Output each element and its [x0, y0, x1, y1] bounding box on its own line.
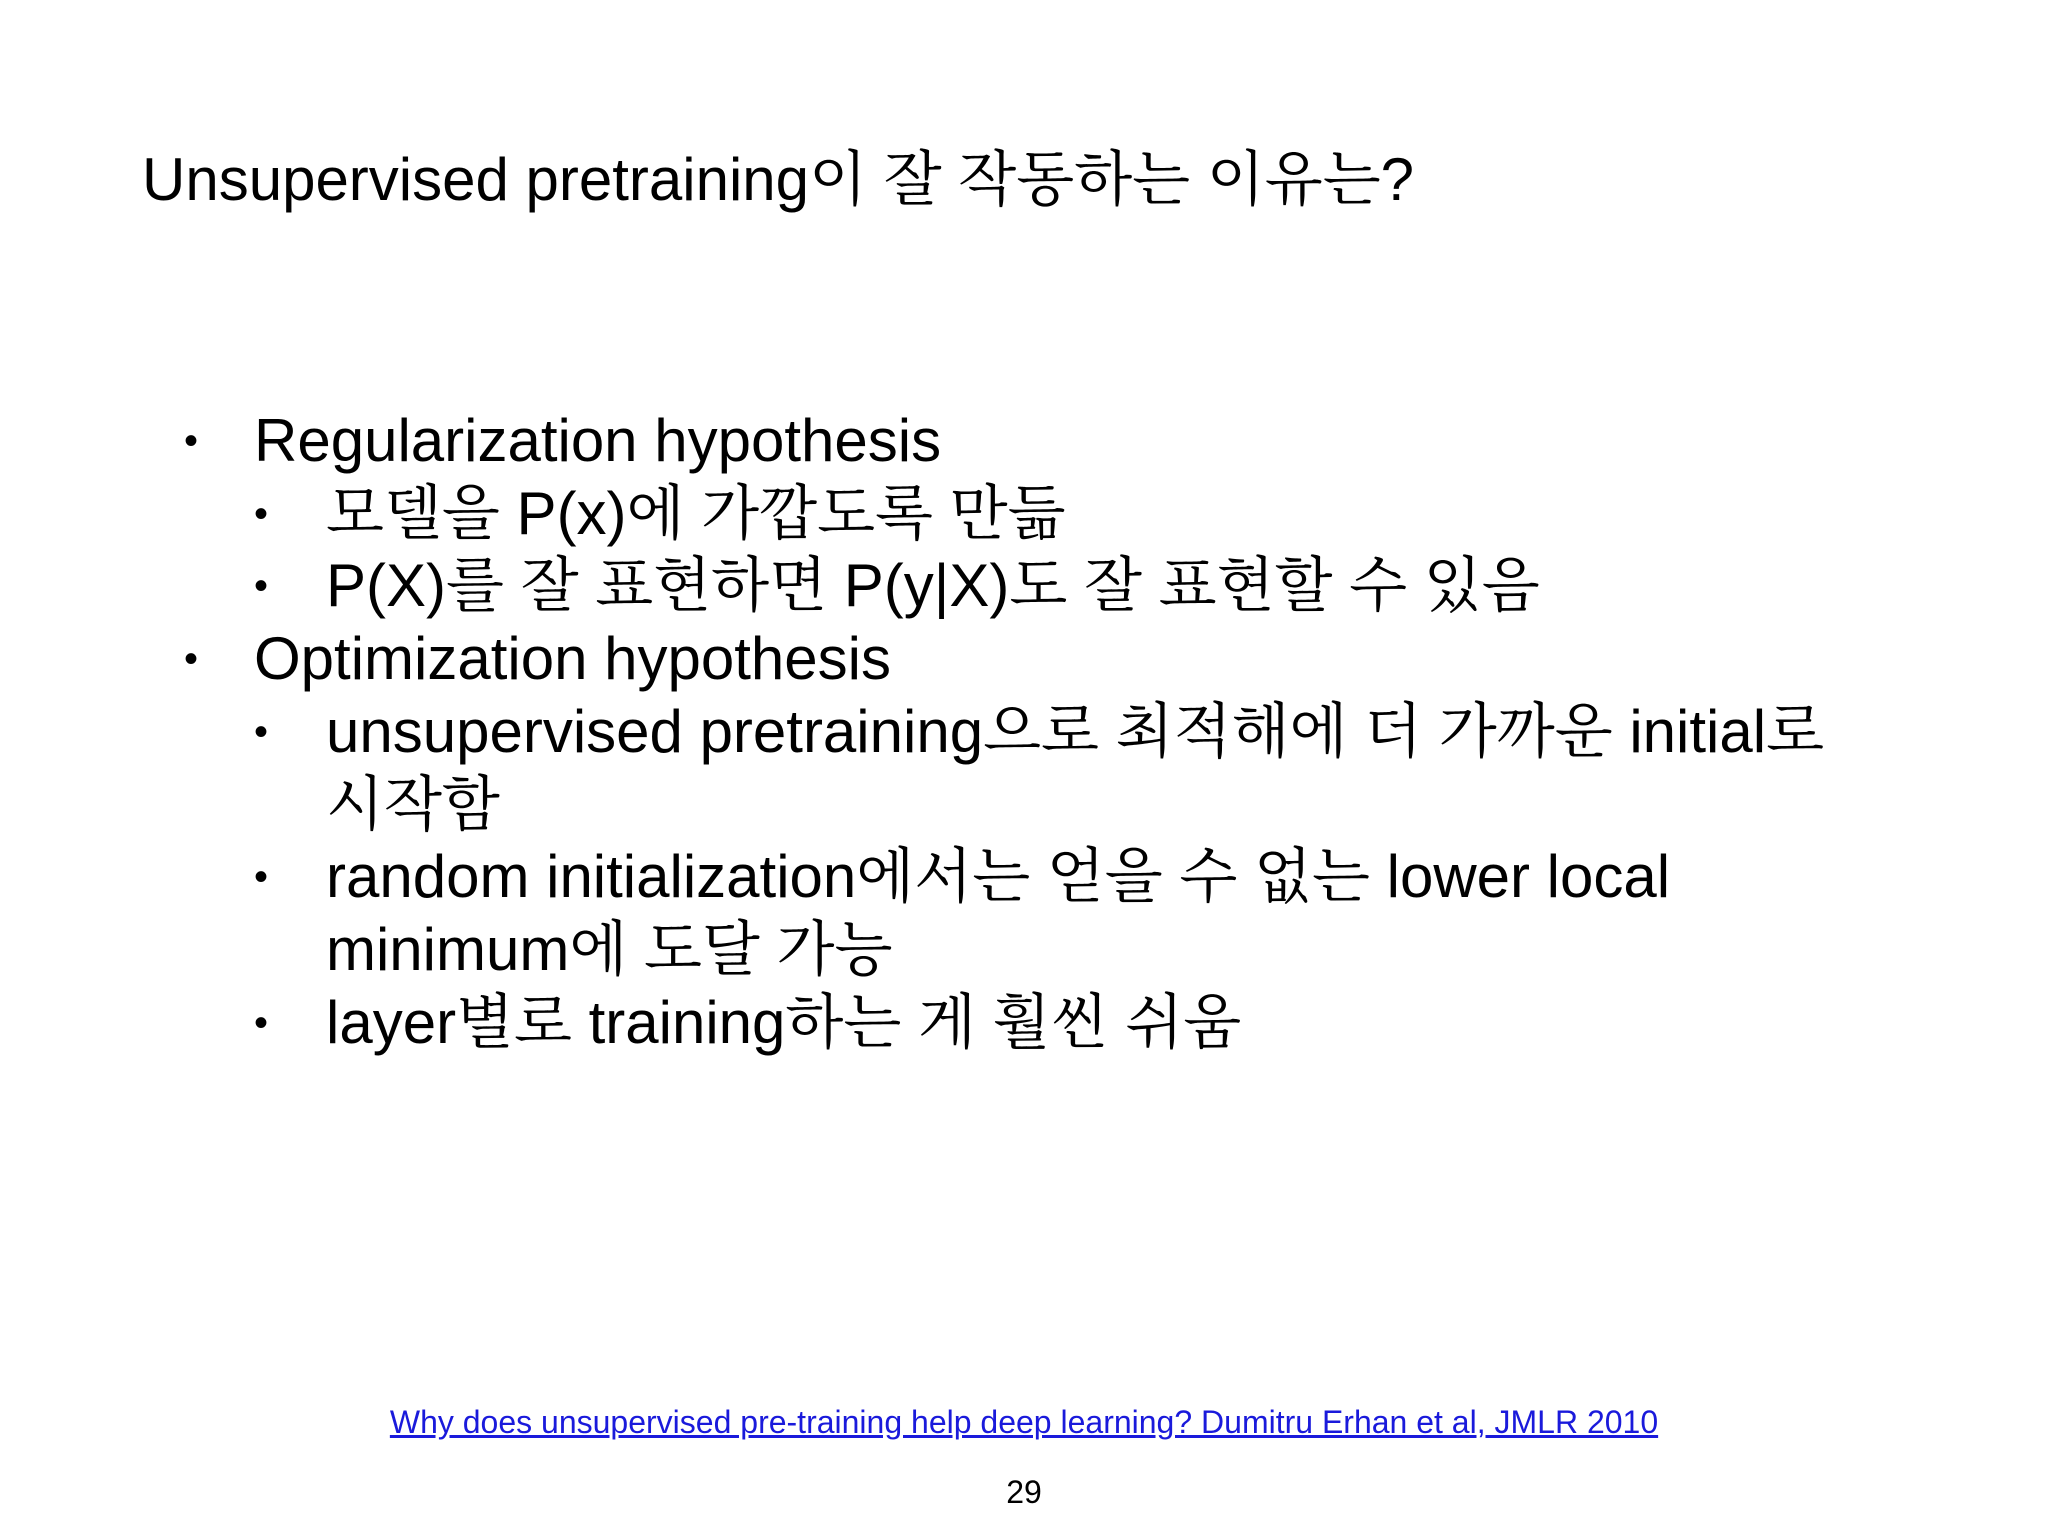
bullet-icon: • — [254, 1001, 269, 1045]
bullet-icon: • — [184, 637, 199, 681]
bullet-icon: • — [184, 419, 199, 463]
bullet-label: Optimization hypothesis — [254, 625, 891, 692]
bullet-label-line-2: 시작함 — [326, 771, 500, 838]
bullet-icon: • — [254, 564, 269, 608]
page-number: 29 — [1006, 1474, 1042, 1510]
citation-link[interactable]: Why does unsupervised pre-training help deep learning? Dumitru Erhan et al, JMLR 2010 — [389, 1404, 1659, 1440]
bullet-label-line-2: minimum에 도달 가능 — [326, 916, 893, 983]
bullet-label: layer별로 training하는 게 훨씬 쉬움 — [326, 989, 1242, 1056]
bullet-label-line-1: random initialization에서는 얻을 수 없는 lower local — [326, 843, 1671, 910]
bullet-label: P(X)를 잘 표현하면 P(y|X)도 잘 표현할 수 있음 — [326, 552, 1540, 619]
bullet-label: Regularization hypothesis — [254, 407, 942, 474]
slide-title: Unsupervised pretraining이 잘 작동하는 이유는? — [142, 146, 1415, 213]
bullet-icon: • — [254, 855, 269, 899]
bullet-icon: • — [254, 710, 269, 754]
bullet-label: 모델을 P(x)에 가깝도록 만듦 — [326, 480, 1066, 547]
bullet-label-line-1: unsupervised pretraining으로 최적해에 더 가까운 initial로 — [326, 698, 1825, 765]
bullet-icon: • — [254, 492, 269, 536]
